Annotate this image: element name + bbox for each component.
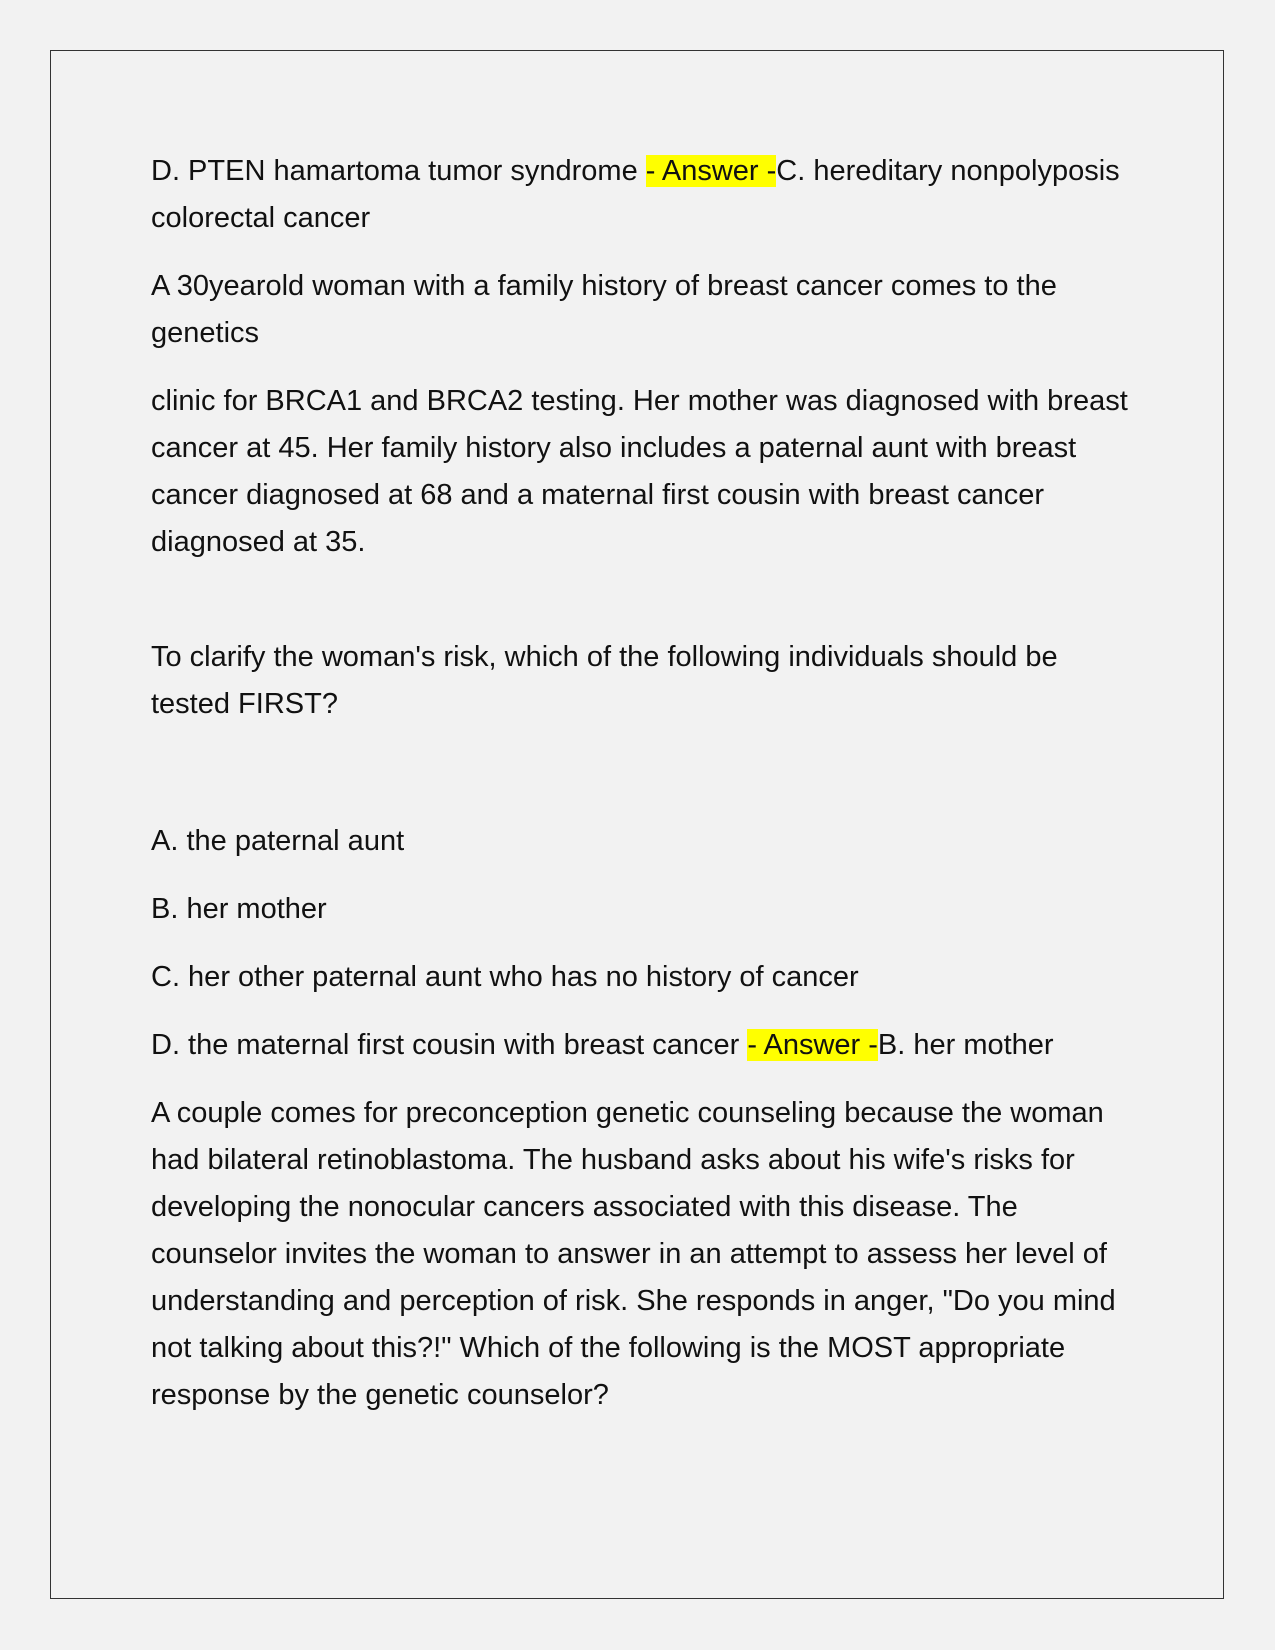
answer-text: C. hereditary nonpolyposis colorectal cancer xyxy=(151,155,1120,234)
option-a: A. the paternal aunt xyxy=(151,825,405,857)
answer-text: B. her mother xyxy=(877,1029,1054,1061)
answer-block-pten xyxy=(151,148,1131,242)
document-content xyxy=(151,148,1131,1440)
question-prompt: To clarify the woman's risk, which of the following individuals should be tested FIRST? xyxy=(151,641,1058,720)
option-c: C. her other paternal aunt who has no history of cancer xyxy=(151,961,859,993)
option-d: D. the maternal first cousin with breast cancer xyxy=(151,1029,748,1061)
answer-marker: - Answer - xyxy=(645,155,777,187)
option-d-answer-block xyxy=(151,1022,1131,1069)
question-intro: A 30yearold woman with a family history of breast cancer comes to the genetics xyxy=(151,270,1057,349)
answer-marker: - Answer - xyxy=(747,1029,878,1061)
option-b: B. her mother xyxy=(151,893,327,925)
question-retinoblastoma: A couple comes for preconception genetic counseling because the woman had bilateral retinoblastoma. The husband asks about his wife's risks for developing the nonocular cancers associated with this disease. The counselor invites the woman to answer in an attempt to assess her level of understanding and perception of risk. She responds in anger, "Do you mind not talking about this?!" Which of the following is the MOST appropriate response by the genetic counselor? xyxy=(151,1097,1116,1411)
question-body: clinic for BRCA1 and BRCA2 testing. Her mother was diagnosed with breast cancer at 45. Her family history also includes a paternal aunt with breast cancer diagnosed at 68 and a maternal first cousin with breast cancer diagnosed at 35. xyxy=(151,385,1128,558)
option-d-pten: D. PTEN hamartoma tumor syndrome xyxy=(151,155,646,187)
